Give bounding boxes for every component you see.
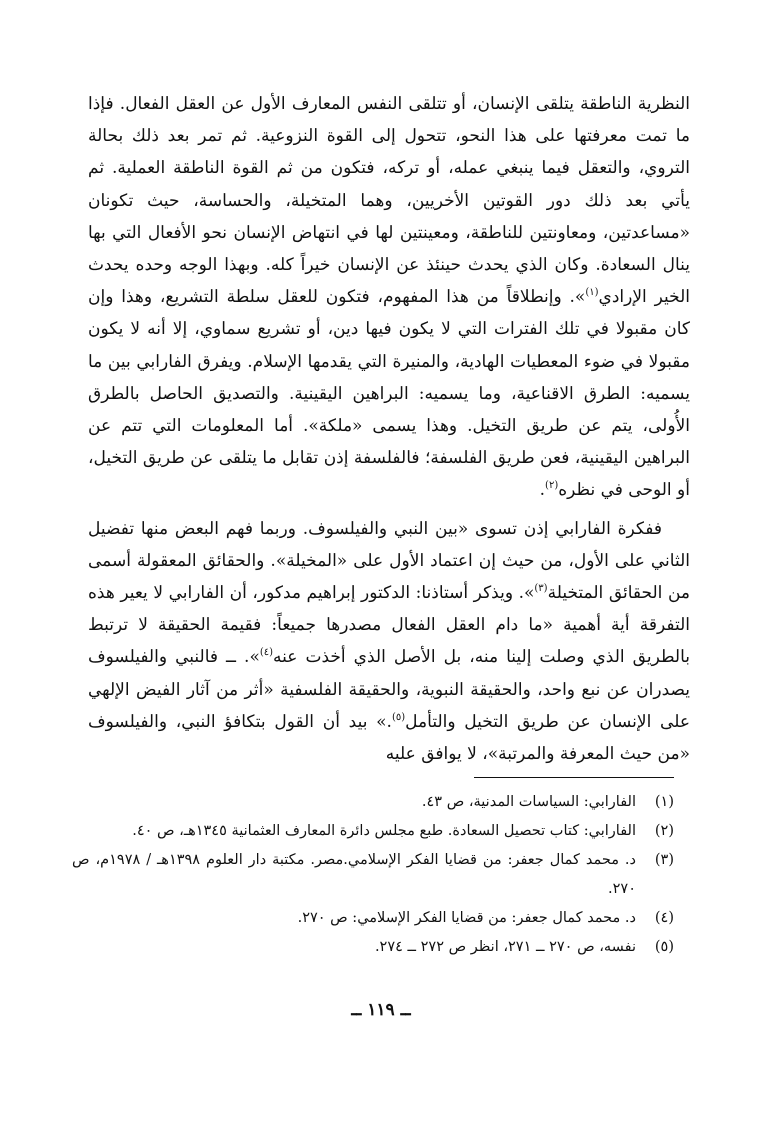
page-number: ــ ١١٩ ــ	[351, 1000, 411, 1020]
footnote-number: (٥)	[654, 939, 674, 955]
body-text	[88, 88, 690, 770]
text-segment: النظرية الناطقة يتلقى الإنسان، أو تتلقى النفس المعارف الأول عن العقل الفعال. فإذا ما تمت معرفتها على هذا النحو، تتحول إلى القوة النزوعية. ثم تمر بعد ذلك بحالة التروي، والتعقل فيما ينبغي عمله، أو تركه، فتكون من ثم القوة الناطقة العملية. ثم يأتي بعد ذلك دور القوتين الأخريين، وهما المتخيلة، والحساسة، حيث تكونان «مساعدتين، ومعاونتين للناطقة، ومعينتين لها في انتهاض الإنسان نحو الأفعال التي بها ينال السعادة. وكان الذي يحدث حينئذ عن الإنسان خيراً كله. وبهذا الوجه وحده يحدث الخير الإرادي	[88, 94, 690, 308]
paragraph	[88, 88, 690, 507]
footnote-ref: (٤)	[259, 647, 274, 659]
footnotes	[72, 788, 674, 962]
footnote-text: الفارابي: السياسات المدنية، ص ٤٣.	[421, 794, 636, 810]
footnote-ref: (٣)	[534, 583, 548, 595]
footnote	[72, 788, 674, 817]
footnote-ref: (٥)	[391, 711, 406, 723]
footnote-number: (٢)	[654, 823, 674, 839]
footnote	[72, 933, 674, 962]
footnote-number: (٤)	[654, 910, 674, 926]
paragraph	[88, 513, 690, 771]
text-segment: ». ويذكر أستاذنا: الدكتور إبراهيم مدكور، أن الفارابي لا يعير هذه التفرقة أية أهمية «ما دام العقل الفعال مصدرها جميعاً: فقيمة الحقيقة لا ترتبط بالطريق الذي وصلت إلينا منه، بل الأصل الذي أخذت عنه	[88, 583, 690, 668]
footnote-text: الفارابي: كتاب تحصيل السعادة. طبع مجلس دائرة المعارف العثمانية ١٣٤٥هـ، ص ٤٠.	[132, 823, 636, 839]
text-segment: .	[539, 480, 546, 501]
footnote-ref: (٢)	[545, 480, 559, 492]
footnote-divider	[474, 777, 674, 778]
footnote	[72, 846, 674, 904]
text-segment: .» بيد أن القول بتكافؤ النبي، والفيلسوف «من حيث المعرفة والمرتبة»، لا يوافق عليه	[88, 711, 690, 765]
text-segment: ففكرة الفارابي إذن تسوى «بين النبي والفيلسوف. وربما فهم البعض منها تفضيل الثاني على الأول، من حيث إن اعتماد الأول على «المخيلة». والحقائق المعقولة أسمى من الحقائق المتخيلة	[88, 518, 690, 604]
footnote	[72, 904, 674, 933]
footnote-number: (١)	[654, 794, 674, 810]
text-segment: ». وإنطلاقاً من هذا المفهوم، فتكون للعقل سلطة التشريع، وهذا وإن كان مقبولا في تلك الفترات التي لا يكون فيها دين، أو تشريع سماوي، إلا أنه لا يكون مقبولا في ضوء المعطيات الهادية، والمنيرة التي يقدمها الإسلام. ويفرق الفارابي بين ما يسميه: الطرق الاقناعية، وما يسميه: البراهين اليقينية. والتصديق الحاصل بالطرق الأُولى، يتم عن طريق التخيل. وهذا يسمى «ملكة». أما المعلومات التي تتم عن البراهين اليقينية، فعن طريق الفلسفة؛ فالفلسفة إذن تقابل ما يتلقى عن طريق التخيل، أو الوحى في نظره	[88, 287, 690, 501]
footnote-ref: (١)	[585, 287, 599, 299]
footnote-text: د. محمد كمال جعفر: من قضايا الفكر الإسلامي.مصر. مكتبة دار العلوم ١٣٩٨هـ / ١٩٧٨م، ص ٢٧٠.	[72, 852, 636, 897]
footnote-text: نفسه، ص ٢٧٠ ــ ٢٧١، انظر ص ٢٧٢ ــ ٢٧٤.	[374, 939, 636, 955]
text-segment: ». ــ فالنبي والفيلسوف يصدران عن نبع واحد، والحقيقة النبوية، والحقيقة الفلسفية «أثر من آثار الفيض الإلهي على الإنسان عن طريق التخيل والتأمل	[88, 647, 690, 732]
footnote-number: (٣)	[654, 852, 674, 868]
footnote-text: د. محمد كمال جعفر: من قضايا الفكر الإسلامي: ص ٢٧٠.	[297, 910, 636, 926]
footnote	[72, 817, 674, 846]
